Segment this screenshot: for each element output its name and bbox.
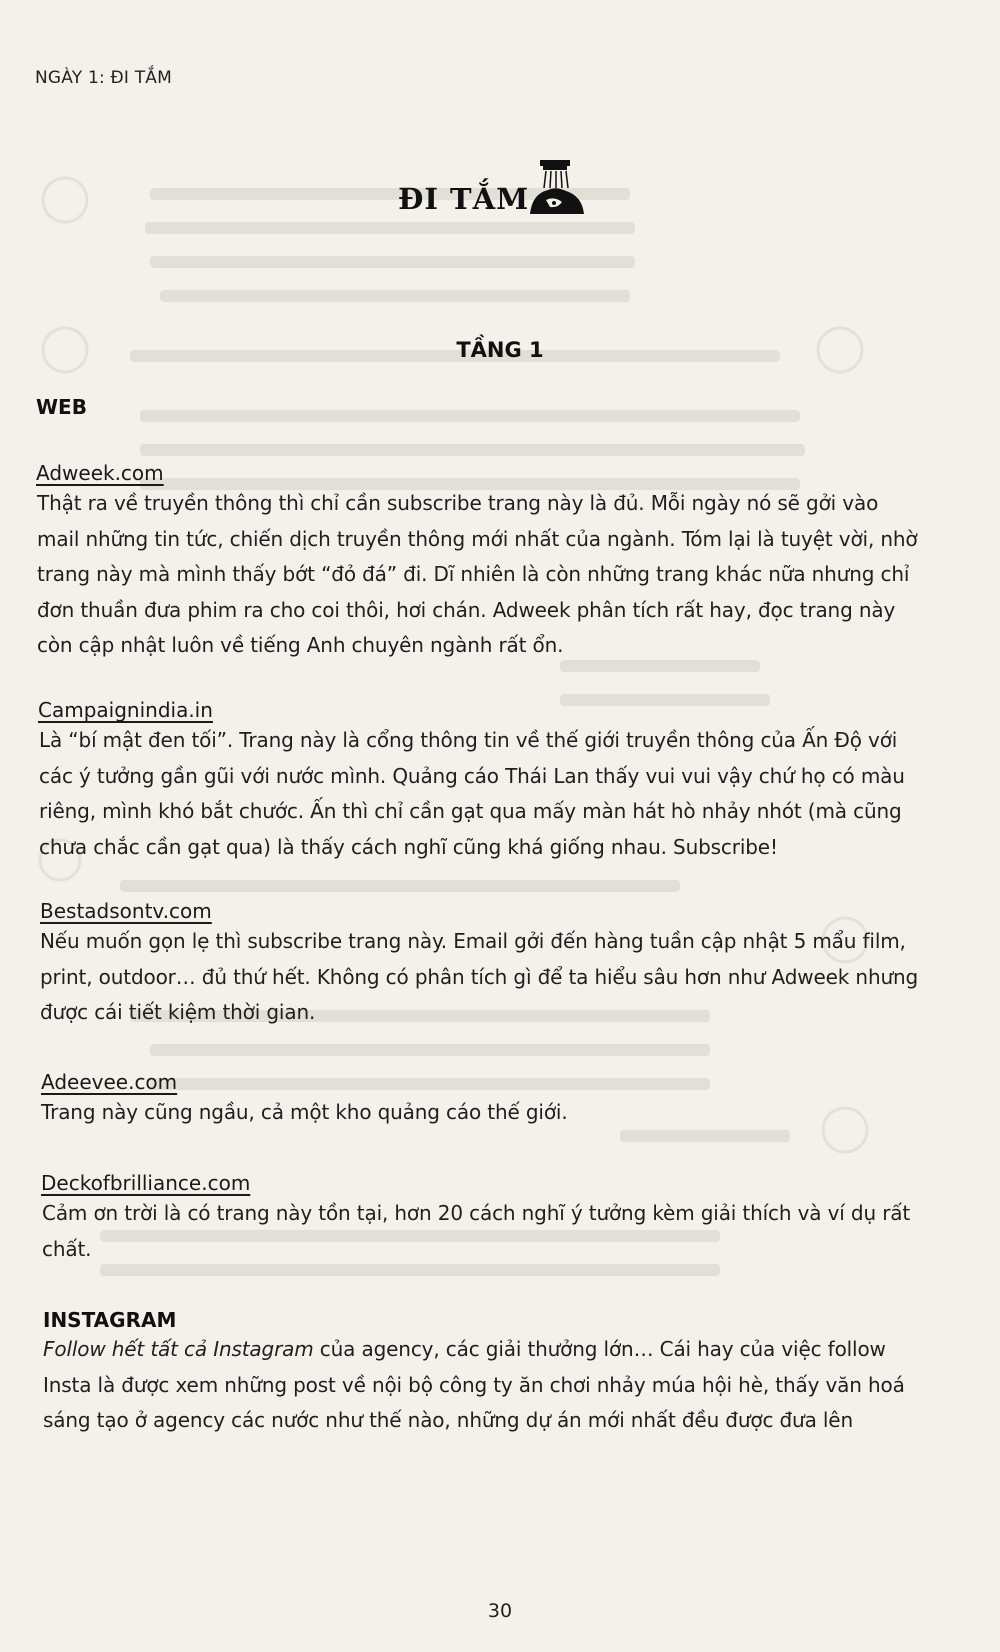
instagram-paragraph (43, 1332, 928, 1439)
site-description: Là “bí mật đen tối”. Trang này là cổng thông tin về thế giới truyền thông của Ấn Độ với các ý tưởng gần gũi với nước mình. Quảng cáo Thái Lan thấy vui vui vậy chứ họ có màu riêng, mình khó bắt chước. Ấn thì chỉ cần gạt qua mấy màn hát hò nhảy nhót (mà cũng chưa chắc cần gạt qua) là thấy cách nghĩ cũng khá giống nhau. Subscribe! (39, 728, 905, 859)
site-name: Deckofbrilliance.com (41, 1171, 251, 1195)
site-description: Trang này cũng ngầu, cả một kho quảng cáo thế giới. (41, 1100, 568, 1124)
site-name: Campaignindia.in (38, 698, 213, 722)
site-description: Thật ra về truyền thông thì chỉ cần subscribe trang này là đủ. Mỗi ngày nó sẽ gởi vào mail những tin tức, chiến dịch truyền thông mới nhất của ngành. Tóm lại là tuyệt vời, nhờ trang này mà mình thấy bớt “đỏ đá” đi. Dĩ nhiên là còn những trang khác nữa nhưng chỉ đơn thuần đưa phim ra cho coi thôi, hơi chán. Adweek phân tích rất hay, đọc trang này còn cập nhật luôn về tiếng Anh chuyên ngành rất ổn. (37, 491, 918, 657)
instagram-lead: Follow hết tất cả Instagram (43, 1337, 314, 1361)
site-description: Nếu muốn gọn lẹ thì subscribe trang này. Email gởi đến hàng tuần cập nhật 5 mẩu film, print, outdoor… đủ thứ hết. Không có phân tích gì để ta hiểu sâu hơn như Adweek nhưng được cái tiết kiệm thời gian. (40, 929, 919, 1024)
instagram-text: của agency, các giải thưởng lớn… Cái hay của việc follow Insta là được xem những post về nội bộ công ty ăn chơi nhảy múa hội hè, thấy văn hoá sáng tạo ở agency các nước như thế nào, những dự án mới nhất đều được đưa lên (43, 1337, 905, 1432)
chapter-title (398, 158, 608, 228)
chapter-title-text: ĐI TẮM (398, 182, 530, 216)
site-name: Adweek.com (36, 461, 164, 485)
shower-icon (526, 158, 588, 216)
floor-heading: TẦNG 1 (456, 338, 544, 362)
page-number: 30 (487, 1600, 513, 1622)
site-name: Adeevee.com (41, 1070, 178, 1094)
section-heading-instagram: INSTAGRAM (43, 1308, 177, 1332)
running-head: NGÀY 1: ĐI TẮM (35, 68, 173, 88)
site-name: Bestadsontv.com (40, 899, 212, 923)
section-heading-web: WEB (36, 395, 87, 419)
site-description: Cảm ơn trời là có trang này tồn tại, hơn 20 cách nghĩ ý tưởng kèm giải thích và ví dụ rất chất. (42, 1201, 911, 1261)
